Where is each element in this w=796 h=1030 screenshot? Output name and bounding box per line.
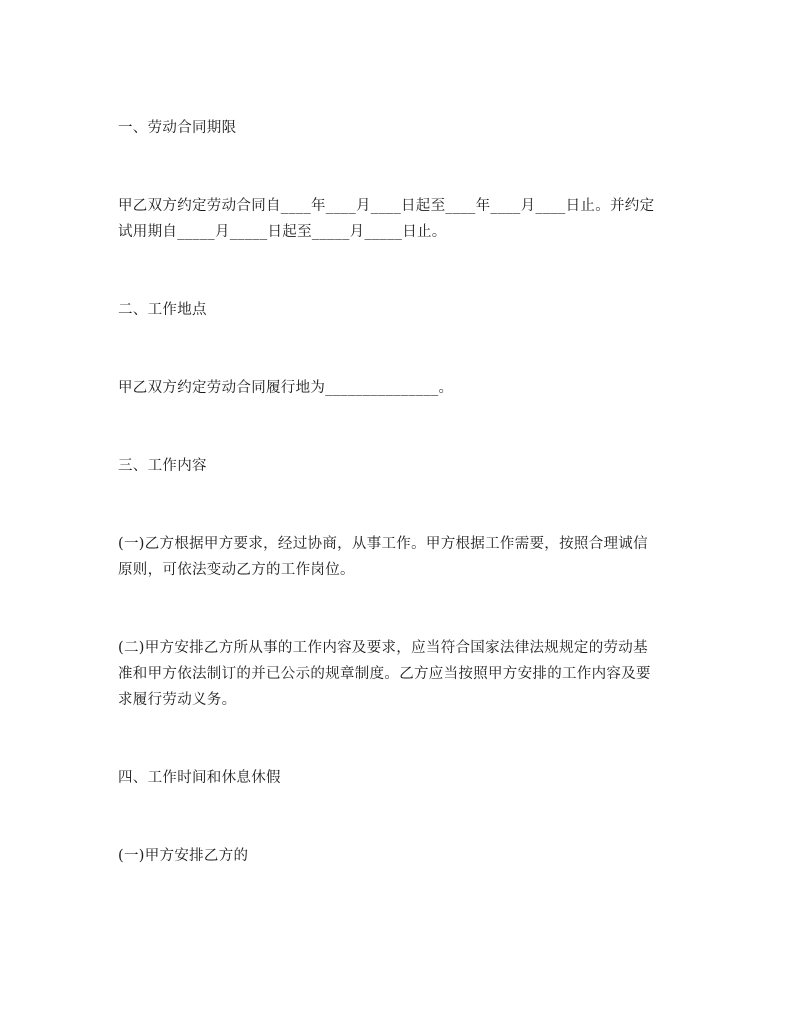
paragraph-line: 原则，可依法变动乙方的工作岗位。: [118, 562, 355, 578]
paragraph-line: 甲乙双方约定劳动合同履行地为_______________。: [118, 380, 454, 396]
paragraph-line: 准和甲方依法制订的并已公示的规章制度。乙方应当按照甲方安排的工作内容及要: [118, 666, 651, 682]
paragraph-line: (一)甲方安排乙方的: [118, 848, 249, 864]
paragraph-line: (一)乙方根据甲方要求，经过协商，从事工作。甲方根据工作需要，按照合理诚信: [118, 536, 648, 552]
section-heading-location: 二、工作地点: [118, 302, 207, 318]
paragraph-line: 求履行劳动义务。: [118, 692, 237, 708]
paragraph-line: 试用期自_____月_____日起至_____月_____日止。: [118, 224, 447, 240]
section-heading-term: 一、劳动合同期限: [118, 120, 237, 136]
paragraph-line: (二)甲方安排乙方所从事的工作内容及要求，应当符合国家法律法规规定的劳动基: [118, 640, 648, 656]
section-heading-content: 三、工作内容: [118, 458, 207, 474]
section-heading-hours: 四、工作时间和休息休假: [118, 770, 281, 786]
paragraph-line: 甲乙双方约定劳动合同自____年____月____日起至____年____月____日止。并约定: [118, 198, 655, 214]
